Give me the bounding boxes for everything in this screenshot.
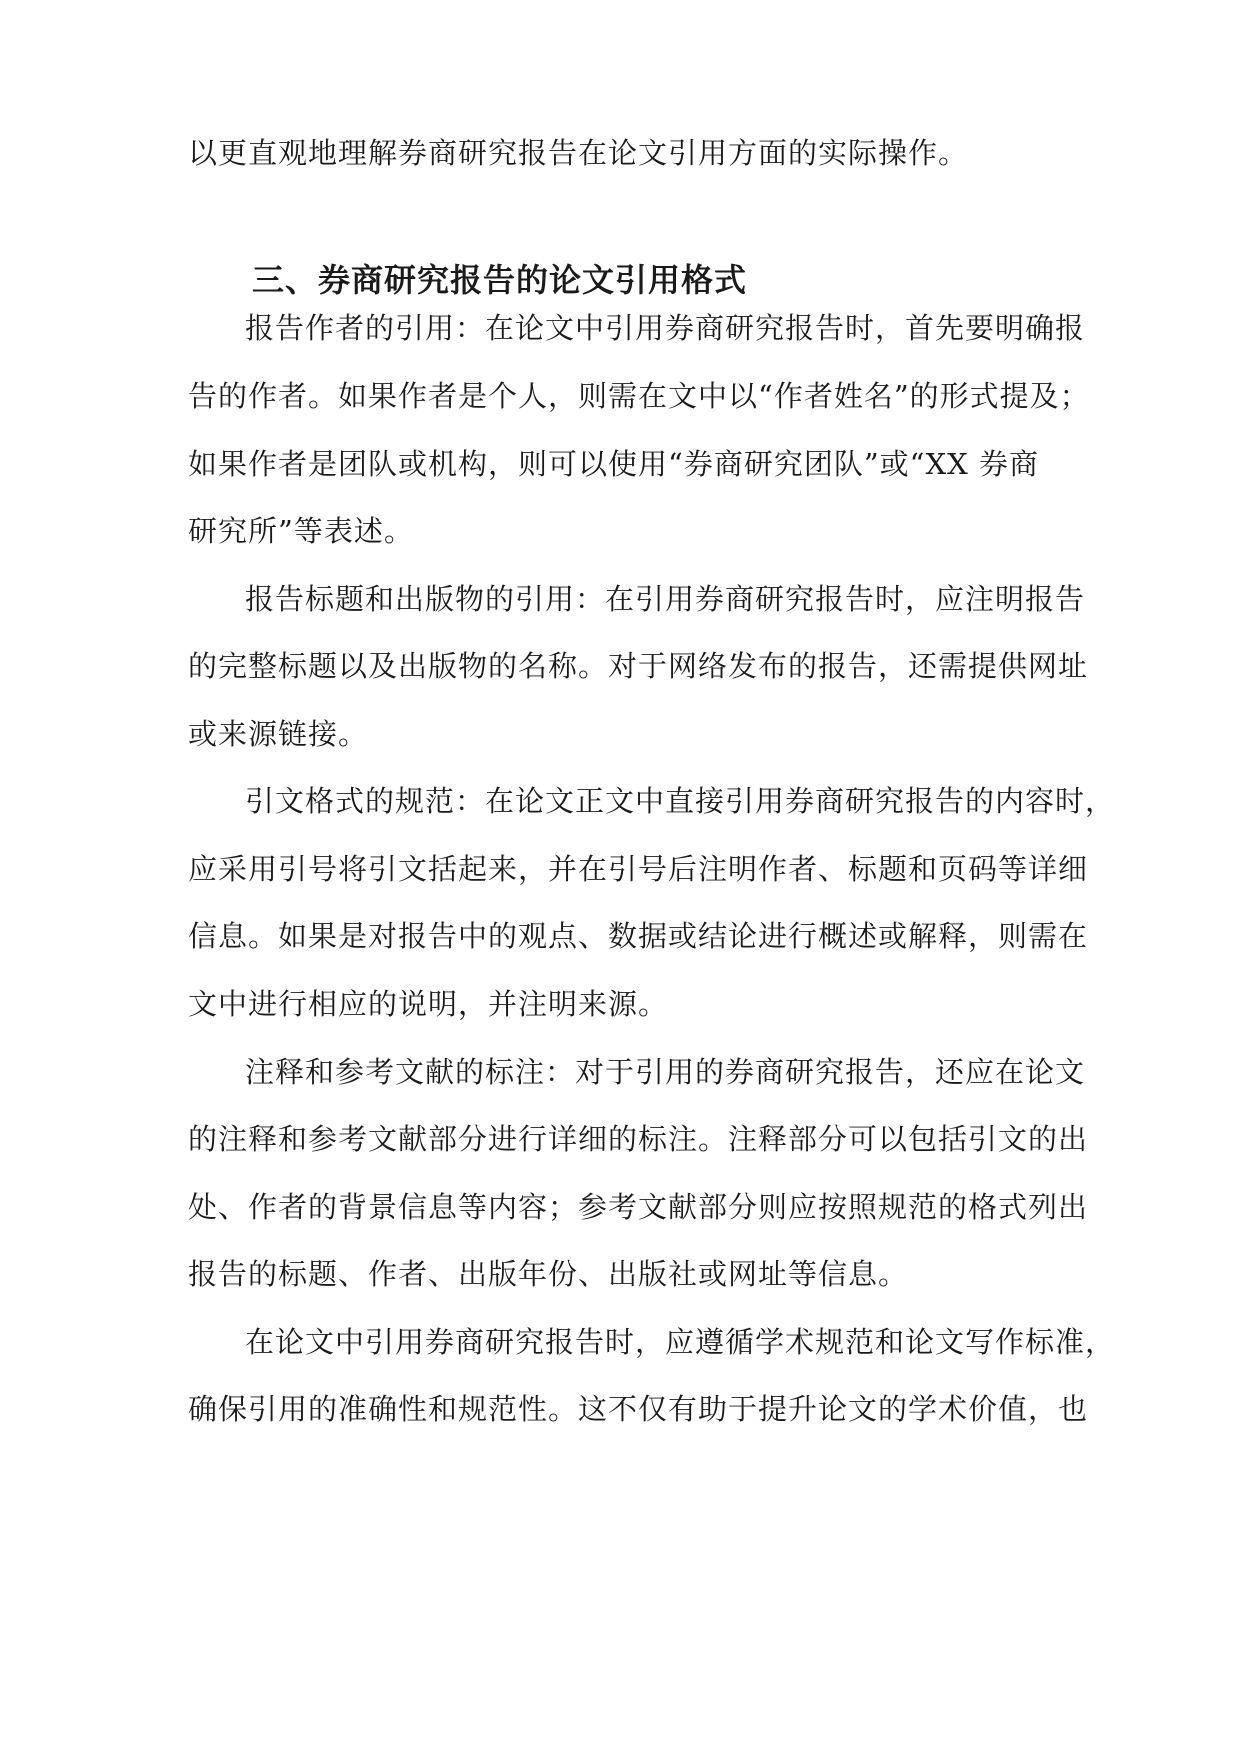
paragraph-line: 报告作者的引用：在论文中引用券商研究报告时，首先要明确报	[245, 311, 1086, 345]
paragraph-line: 如果作者是团队或机构，则可以使用“券商研究团队”或“XX 券商	[188, 447, 1039, 481]
paragraph-line: 研究所”等表述。	[188, 514, 414, 548]
paragraph-line: 在论文中引用券商研究报告时，应遵循学术规范和论文写作标准，	[245, 1325, 1116, 1359]
paragraph-line: 的完整标题以及出版物的名称。对于网络发布的报告，还需提供网址	[188, 649, 1089, 683]
paragraph-line: 处、作者的背景信息等内容；参考文献部分则应按照规范的格式列出	[188, 1190, 1089, 1224]
paragraph-line: 文中进行相应的说明，并注明来源。	[188, 987, 669, 1021]
paragraph-line: 报告标题和出版物的引用：在引用券商研究报告时，应注明报告	[245, 582, 1086, 616]
paragraph-line: 的注释和参考文献部分进行详细的标注。注释部分可以包括引文的出	[188, 1122, 1089, 1156]
continuation-line: 以更直观地理解券商研究报告在论文引用方面的实际操作。	[188, 136, 969, 170]
paragraph-line: 告的作者。如果作者是个人，则需在文中以“作者姓名”的形式提及；	[188, 379, 1090, 413]
section-heading: 三、券商研究报告的论文引用格式	[252, 261, 748, 299]
paragraph-line: 引文格式的规范：在论文正文中直接引用券商研究报告的内容时，	[245, 784, 1116, 818]
paragraph-line: 注释和参考文献的标注：对于引用的券商研究报告，还应在论文	[245, 1055, 1086, 1089]
paragraph-line: 应采用引号将引文括起来，并在引号后注明作者、标题和页码等详细	[188, 852, 1089, 886]
paragraph-line: 确保引用的准确性和规范性。这不仅有助于提升论文的学术价值，也	[188, 1392, 1089, 1426]
paragraph-line: 或来源链接。	[188, 717, 369, 751]
paragraph-line: 报告的标题、作者、出版年份、出版社或网址等信息。	[188, 1257, 909, 1291]
paragraph-line: 信息。如果是对报告中的观点、数据或结论进行概述或解释，则需在	[188, 919, 1089, 953]
